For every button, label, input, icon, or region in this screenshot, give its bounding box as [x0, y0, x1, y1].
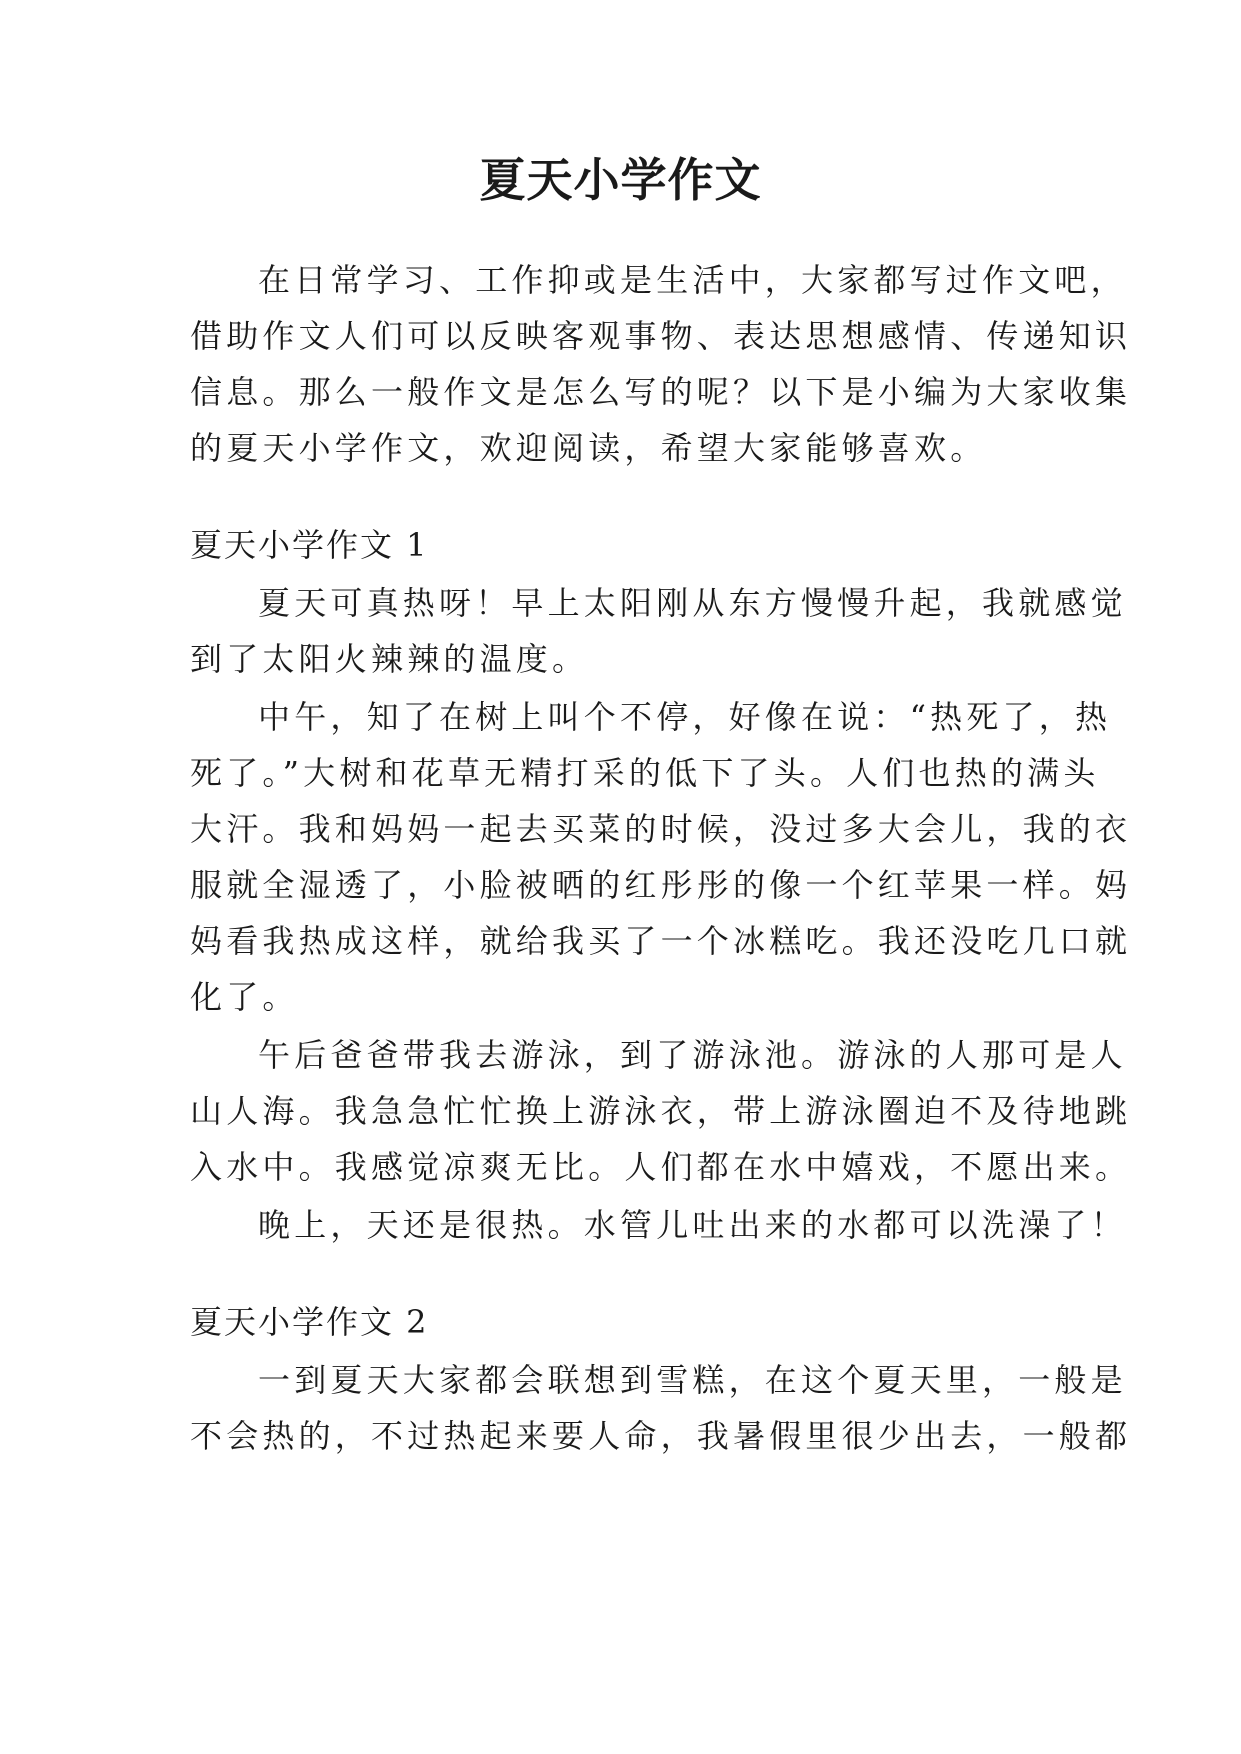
paragraph-line: 午后爸爸带我去游泳，到了游泳池。游泳的人那可是人 — [258, 1036, 1127, 1074]
section-heading-1: 夏天小学作文 1 — [190, 526, 429, 564]
paragraph-line: 死了。”大树和花草无精打采的低下了头。人们也热的满头 — [190, 754, 1100, 792]
paragraph-line: 中午，知了在树上叫个不停，好像在说：“热死了，热 — [258, 698, 1112, 736]
paragraph-line: 借助作文人们可以反映客观事物、表达思想感情、传递知识 — [190, 317, 1132, 355]
paragraph-line: 信息。那么一般作文是怎么写的呢？以下是小编为大家收集 — [190, 373, 1132, 411]
paragraph-line: 到了太阳火辣辣的温度。 — [190, 640, 589, 678]
document-title: 夏天小学作文 — [479, 153, 762, 207]
paragraph-line: 入水中。我感觉凉爽无比。人们都在水中嬉戏，不愿出来。 — [190, 1148, 1132, 1186]
paragraph-line: 不会热的，不过热起来要人命，我暑假里很少出去，一般都 — [190, 1417, 1132, 1455]
paragraph-line: 的夏天小学作文，欢迎阅读，希望大家能够喜欢。 — [190, 429, 987, 467]
paragraph-line: 大汗。我和妈妈一起去买菜的时候，没过多大会儿，我的衣 — [190, 810, 1132, 848]
paragraph-line: 在日常学习、工作抑或是生活中，大家都写过作文吧， — [258, 261, 1127, 299]
paragraph-line: 晚上，天还是很热。水管儿吐出来的水都可以洗澡了！ — [258, 1206, 1127, 1244]
paragraph-line: 一到夏天大家都会联想到雪糕，在这个夏天里，一般是 — [258, 1361, 1127, 1399]
section-heading-2: 夏天小学作文 2 — [190, 1303, 429, 1341]
paragraph-line: 妈看我热成这样，就给我买了一个冰糕吃。我还没吃几口就 — [190, 922, 1132, 960]
paragraph-line: 夏天可真热呀！早上太阳刚从东方慢慢升起，我就感觉 — [258, 584, 1127, 622]
paragraph-line: 化了。 — [190, 978, 299, 1016]
paragraph-line: 山人海。我急急忙忙换上游泳衣，带上游泳圈迫不及待地跳 — [190, 1092, 1132, 1130]
paragraph-line: 服就全湿透了，小脸被晒的红彤彤的像一个红苹果一样。妈 — [190, 866, 1132, 904]
